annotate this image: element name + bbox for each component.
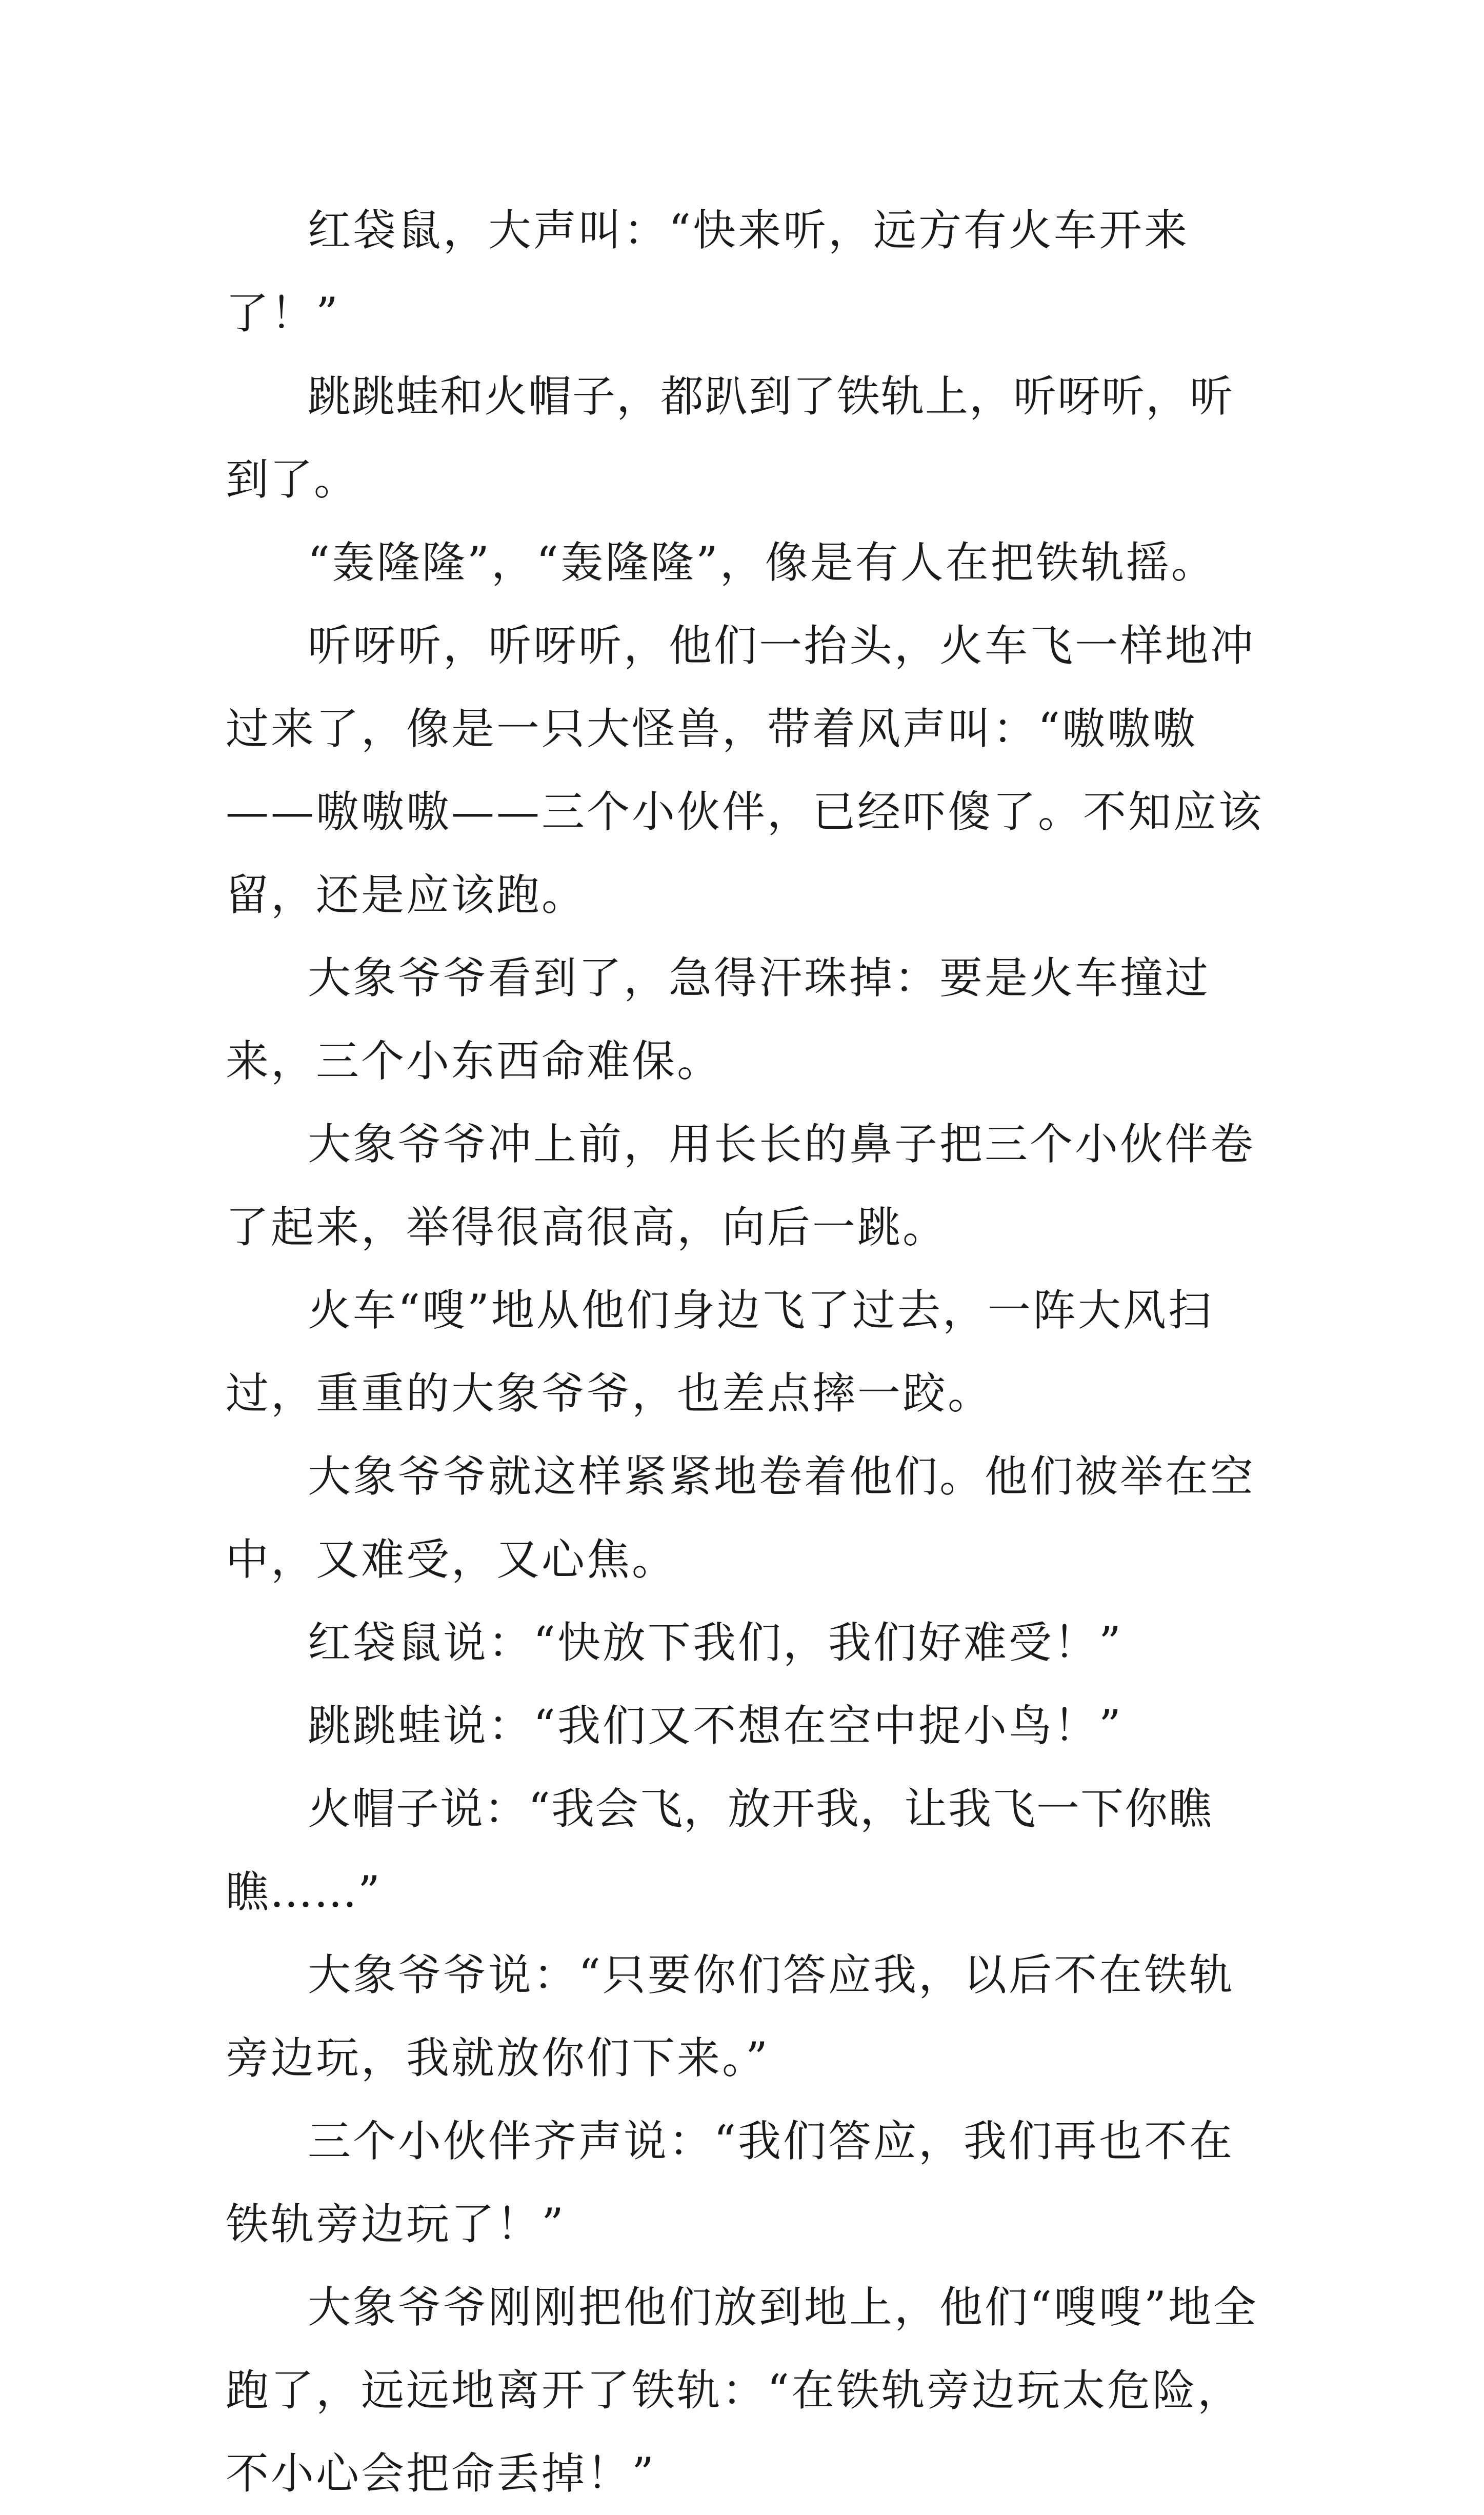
paragraph-8: 大象爷爷就这样紧紧地卷着他们。他们被举在空中，又难受，又心焦。 (226, 1451, 1256, 1585)
paragraph-5: 大象爷爷看到了，急得汗珠掉：要是火车撞过来，三个小东西命难保。 (226, 953, 1211, 1086)
paragraph-3: “轰隆隆”，“轰隆隆”，像是有人在把铁轨摇。 (308, 537, 1216, 588)
paragraph-11: 火帽子说：“我会飞，放开我，让我飞一下你瞧瞧……” (226, 1784, 1213, 1917)
paragraph-14: 大象爷爷刚刚把他们放到地上，他们“嗖嗖”地全跑了，远远地离开了铁轨：“在铁轨旁边玩太危险，不小心会把命丢掉！” (226, 2282, 1258, 2499)
paragraph-1: 红袋鼠，大声叫：“快来听，远方有火车开来了！” (226, 205, 1189, 338)
paragraph-6: 大象爷爷冲上前，用长长的鼻子把三个小伙伴卷了起来，举得很高很高，向后一跳。 (226, 1119, 1256, 1252)
paragraph-7: 火车“嗖”地从他们身边飞了过去，一阵大风扫过，重重的大象爷爷，也差点摔一跤。 (226, 1285, 1213, 1419)
paragraph-4: 听呀听，听呀听，他们一抬头，火车飞一样地冲过来了，像是一只大怪兽，带着风声叫：“嗷嗷嗷——嗷嗷嗷——三个小伙伴，已经吓傻了。不知应该留，还是应该跑。 (226, 621, 1264, 920)
paragraph-9: 红袋鼠说：“快放下我们，我们好难受！” (308, 1618, 1123, 1668)
paragraph-10: 跳跳蛙说：“我们又不想在空中捉小鸟！” (308, 1701, 1123, 1751)
paragraph-13: 三个小伙伴齐声说：“我们答应，我们再也不在铁轨旁边玩了！” (226, 2116, 1234, 2249)
paragraph-2: 跳跳蛙和火帽子，都趴到了铁轨上，听呀听，听到了。 (226, 371, 1234, 505)
paragraph-12: 大象爷爷说：“只要你们答应我，以后不在铁轨旁边玩，我就放你们下来。” (226, 1950, 1234, 2083)
document-page (226, 189, 1272, 2515)
